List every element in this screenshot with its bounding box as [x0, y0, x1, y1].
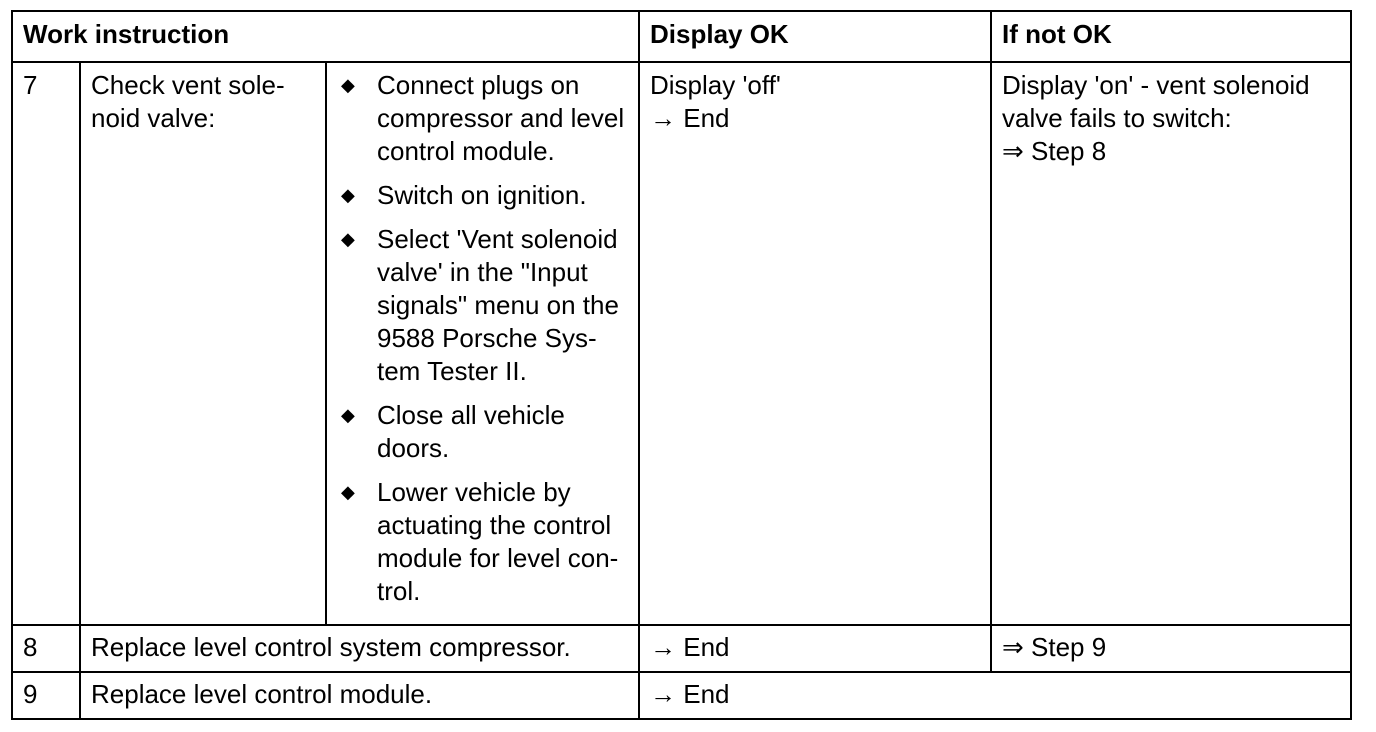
- step-description: Check vent sole-noid valve:: [80, 62, 326, 625]
- display-ok-cell: [639, 62, 991, 625]
- header-display-ok: Display OK: [639, 11, 991, 62]
- diamond-bullet-icon: ◆: [341, 75, 355, 95]
- diamond-bullet-icon: ◆: [341, 482, 355, 502]
- action-text: Connect plugs on compressor and level control module.: [377, 70, 625, 166]
- if-not-ok-cell: [991, 62, 1351, 625]
- table-row: [12, 62, 1351, 625]
- list-item: [337, 179, 628, 212]
- display-ok-result: Display 'off': [650, 70, 781, 100]
- table-header-row: [12, 11, 1351, 62]
- header-if-not-ok: If not OK: [991, 11, 1351, 62]
- if-not-ok-cell: ⇒ Step 9: [991, 625, 1351, 672]
- display-ok-cell: → End: [639, 672, 1351, 719]
- work-instruction-table: [11, 10, 1352, 720]
- action-text: Close all vehicle doors.: [377, 400, 565, 463]
- step-number: 7: [12, 62, 80, 625]
- diamond-bullet-icon: ◆: [341, 229, 355, 249]
- list-item: [337, 399, 628, 465]
- table-row: [12, 625, 1351, 672]
- action-list: [337, 69, 628, 608]
- list-item: [337, 69, 628, 168]
- action-text: Switch on ignition.: [377, 180, 587, 210]
- step-description: Replace level control module.: [80, 672, 639, 719]
- if-not-ok-next: ⇒ Step 8: [1002, 136, 1107, 166]
- step-actions: [326, 62, 639, 625]
- table-row: [12, 672, 1351, 719]
- header-work-instruction: Work instruction: [12, 11, 639, 62]
- display-ok-cell: → End: [639, 625, 991, 672]
- list-item: [337, 223, 628, 388]
- if-not-ok-result: Display 'on' - vent solenoid valve fails to switch:: [1002, 70, 1310, 133]
- step-description: Replace level control system compressor.: [80, 625, 639, 672]
- display-ok-next: → End: [650, 103, 730, 133]
- list-item: [337, 476, 628, 608]
- step-number: 8: [12, 625, 80, 672]
- diamond-bullet-icon: ◆: [341, 405, 355, 425]
- diamond-bullet-icon: ◆: [341, 185, 355, 205]
- action-text: Select 'Vent solenoid valve' in the "Input signals" menu on the 9588 Porsche Sys-tem Tester II.: [377, 224, 619, 386]
- step-number: 9: [12, 672, 80, 719]
- action-text: Lower vehicle by actuating the control module for level con-trol.: [377, 477, 619, 606]
